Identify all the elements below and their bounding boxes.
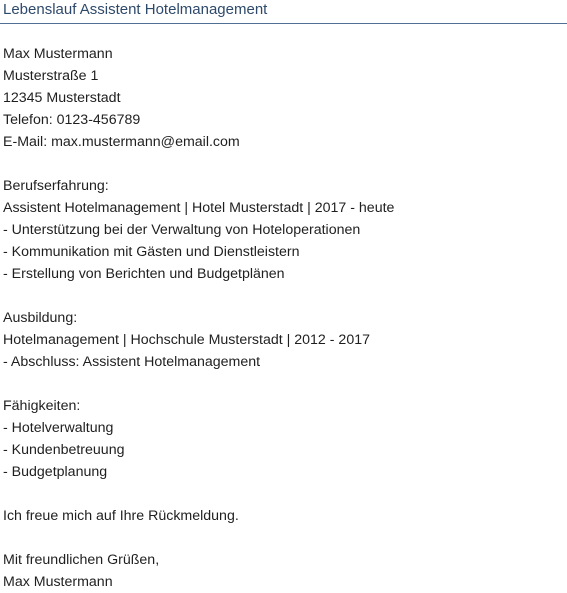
experience-section [3, 175, 563, 285]
skills-heading: Fähigkeiten: [3, 398, 81, 414]
experience-heading: Berufserfahrung: [3, 178, 109, 194]
contact-name: Max Mustermann [3, 46, 113, 62]
education-heading: Ausbildung: [3, 310, 78, 326]
contact-email: E-Mail: max.mustermann@email.com [3, 134, 240, 150]
closing-sentence: Ich freue mich auf Ihre Rückmeldung. [3, 508, 239, 524]
title-underline [0, 23, 567, 24]
experience-item: - Unterstützung bei der Verwaltung von Hoteloperationen [3, 222, 361, 238]
contact-phone: Telefon: 0123-456789 [3, 112, 141, 128]
contact-block [3, 43, 563, 153]
document-title: Lebenslauf Assistent Hotelmanagement [3, 1, 268, 18]
education-entry: Hotelmanagement | Hochschule Musterstadt | 2012 - 2017 [3, 332, 370, 348]
document-body [3, 43, 563, 593]
spacer [3, 285, 563, 307]
experience-item: - Kommunikation mit Gästen und Dienstleistern [3, 244, 300, 260]
spacer [3, 483, 563, 505]
spacer [3, 373, 563, 395]
closing-section [3, 505, 563, 593]
contact-city: 12345 Musterstadt [3, 90, 121, 106]
spacer [3, 527, 563, 549]
skills-section [3, 395, 563, 483]
closing-greeting: Mit freundlichen Grüßen, [3, 552, 160, 568]
education-item: - Abschluss: Assistent Hotelmanagement [3, 354, 261, 370]
experience-item: - Erstellung von Berichten und Budgetplänen [3, 266, 285, 282]
contact-street: Musterstraße 1 [3, 68, 99, 84]
closing-signature: Max Mustermann [3, 574, 113, 590]
education-section [3, 307, 563, 373]
skill-item: - Hotelverwaltung [3, 420, 114, 436]
spacer [3, 153, 563, 175]
skill-item: - Budgetplanung [3, 464, 108, 480]
skill-item: - Kundenbetreuung [3, 442, 125, 458]
experience-entry: Assistent Hotelmanagement | Hotel Musterstadt | 2017 - heute [3, 200, 395, 216]
